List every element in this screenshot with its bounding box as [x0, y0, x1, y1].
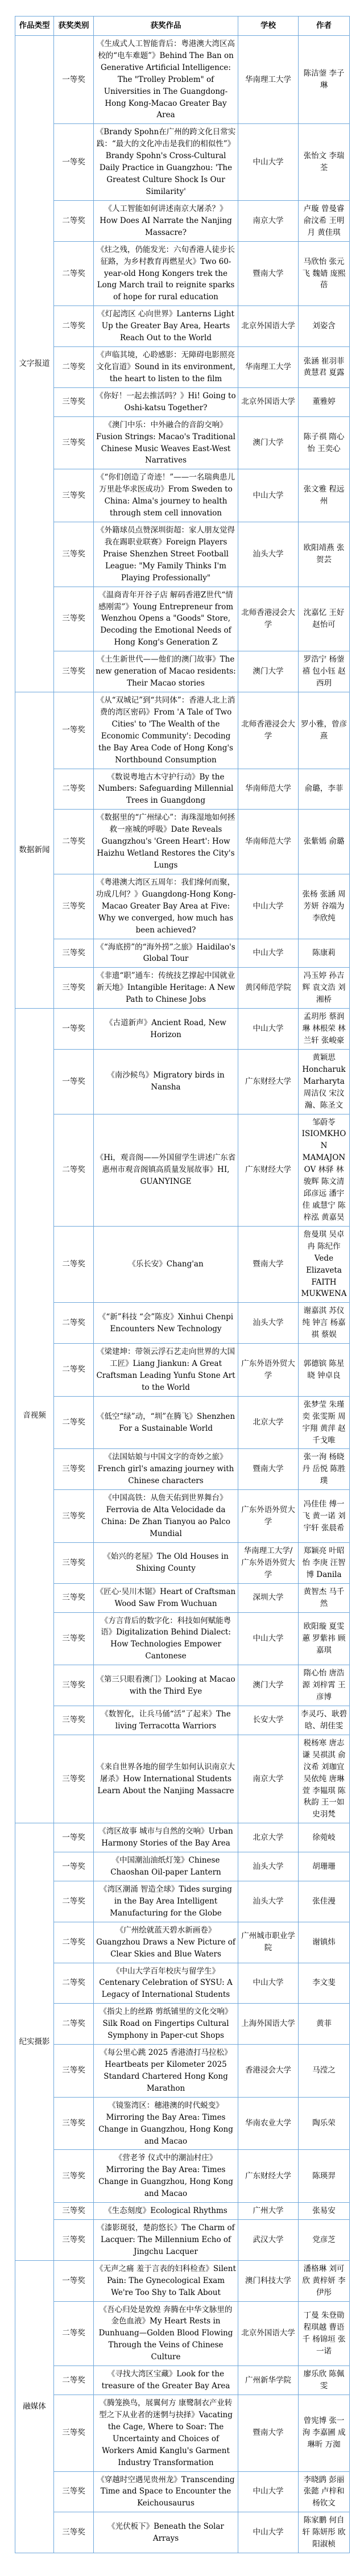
header-row [15, 16, 350, 36]
school-cell: 中山大学 [238, 1963, 299, 2004]
award-cell: 二等奖 [54, 200, 94, 241]
work-cell: 《第三只眼看澳门》Looking at Macao with the Third Eye [94, 1665, 238, 1706]
authors-cell: 孟玥彤 蔡润琳 林根荣 林兰轩 张峻豪 [299, 1009, 350, 1050]
work-cell: 《湾区故事 城市与自然的交响》Urban Harmony Stories of the Bay Area [94, 1823, 238, 1852]
school-cell: 上海外国语大学 [238, 2004, 299, 2045]
table-row [15, 416, 350, 469]
school-cell: 黄冈师范学院 [238, 968, 299, 1009]
work-cell: 《镜鉴湾区：穗港澳的时代蜕变》Mirroring the Bay Area: Times Change in Guangzhou, Hong Kong and Macao [94, 2097, 238, 2150]
award-cell: 三等奖 [54, 1735, 94, 1823]
award-cell: 三等奖 [54, 2512, 94, 2553]
work-cell: 《“你们创造了奇迹！”——一名瑞典患儿万里赴华求医成功》From Sweden to China: Alma's journey to health through stem cell innovation [94, 469, 238, 522]
work-cell: 《土生新世代——他们的澳门故事》The new generation of Macao residents: Their Macao stories [94, 651, 238, 692]
category-cell: 音视频 [15, 1009, 54, 1823]
table-row [15, 1706, 350, 1735]
school-cell: 广州城市职业学院 [238, 1922, 299, 1963]
authors-cell: 刘姿含 [299, 306, 350, 347]
authors-cell: 欧阳璇 夏雯蕙 罗紫祎 顾嘉琪 [299, 1612, 350, 1665]
table-row [15, 587, 350, 651]
table-row [15, 810, 350, 874]
authors-cell: 俞璐，李菲 [299, 769, 350, 810]
authors-cell: 张文雅 程远州 [299, 469, 350, 522]
award-cell: 三等奖 [54, 387, 94, 416]
table-row [15, 1612, 350, 1665]
work-cell: 《营老爷 仪式中的潮汕村庄》Mirroring the Bay Area: Times Change in Guangzhou, Hong Kong and Macao [94, 2150, 238, 2203]
work-cell: 《中国潮汕油纸灯笼》Chinese Chaoshan Oil-paper Lantern [94, 1852, 238, 1881]
award-cell: 三等奖 [54, 2045, 94, 2098]
table-row [15, 1490, 350, 1543]
school-cell: 北京大学 [238, 1823, 299, 1852]
authors-cell: 张易安 [299, 2203, 350, 2220]
award-cell: 二等奖 [54, 1226, 94, 1303]
table-row [15, 874, 350, 939]
award-cell: 三等奖 [54, 2150, 94, 2203]
school-cell: 北师香港浸会大学 [238, 692, 299, 769]
award-cell: 一等奖 [54, 692, 94, 769]
work-cell: 《广州绘就蓝天碧水新画卷》Guangzhou Draws a New Picture of Clear Skies and Blue Waters [94, 1922, 238, 1963]
authors-cell: 陈洁蓥 李子琳 [299, 35, 350, 123]
award-cell: 三等奖 [54, 2203, 94, 2220]
award-cell: 三等奖 [54, 2471, 94, 2512]
table-row [15, 35, 350, 123]
header-category: 作品类型 [15, 16, 54, 36]
award-cell: 二等奖 [54, 241, 94, 306]
authors-cell: 隋心怡 唐浩源 刘梓霄 王彦博 [299, 1665, 350, 1706]
authors-cell: 党彦芝 [299, 2220, 350, 2261]
school-cell: 华南师范大学 [238, 769, 299, 810]
table-row [15, 2301, 350, 2366]
authors-cell: 张怡文 李瑞荃 [299, 124, 350, 201]
award-cell: 二等奖 [54, 1114, 94, 1226]
header-author: 作者 [299, 16, 350, 36]
table-row [15, 2471, 350, 2512]
awards-table-body [15, 35, 350, 2553]
school-cell: 澳门科技大学 [238, 2260, 299, 2301]
school-cell: 澳门大学 [238, 416, 299, 469]
authors-cell: 陈瑛羿 [299, 2150, 350, 2203]
work-cell: 《吾心归处是敦煌 奔腾在中华文脉里的金色血液》My Heart Rests in Dunhuang—Golden Blood Flowing Through the Veins of Chinese Culture [94, 2301, 238, 2366]
header-award: 获奖类别 [54, 16, 94, 36]
work-cell: 《中国高铁：从詹天佑到世界舞台》Ferrovia de Alta Velocidade da China: De Zhan Tianyou ao Palco Mundial [94, 1490, 238, 1543]
work-cell: 《腾笼换鸟，展翼何方 康鹭制衣产业转型之下从业者的迷惘与抉择》Vacating the Cage, Where to Soar: The Uncertainty and Choices of Workers Amid Kanglu's Garment Industry Transformation [94, 2395, 238, 2472]
award-cell: 三等奖 [54, 2395, 94, 2472]
school-cell: 广东外语外贸大学 [238, 1344, 299, 1397]
work-cell: 《寻找大湾区宝藏》Look for the treasure of the Greater Bay Area [94, 2366, 238, 2395]
award-cell: 三等奖 [54, 1706, 94, 1735]
award-cell: 二等奖 [54, 2004, 94, 2045]
school-cell: 中山大学 [238, 2512, 299, 2553]
authors-cell: 胡珊珊 [299, 1852, 350, 1881]
award-cell: 二等奖 [54, 1922, 94, 1963]
authors-cell: 丁曼 朱登勋 程琪越 曹语千 杨锦垣 张一诺 [299, 2301, 350, 2366]
school-cell: 澳门大学 [238, 1665, 299, 1706]
authors-cell: 陈子祺 隋心怡 王奕心 [299, 416, 350, 469]
category-cell: 数据新闻 [15, 692, 54, 1009]
work-cell: 《Brandy Spohn在广州的跨文化日常实践：“最大的文化冲击是我们的相似性”》Brandy Spohn's Cross-Cultural Daily Practice in Guangzhou: 'The Greatest Culture Shock Is Our Similarity' [94, 124, 238, 201]
school-cell: 香港浸会大学 [238, 2045, 299, 2098]
authors-cell: 税杨寒 唐志谦 吴祺淇 俞汶希 刘珈宜 吴依纯 唐琳萱 李韫琪 陈秋韵 王一如 史羽梵 [299, 1735, 350, 1823]
authors-cell: 张紫嫣 俞璐 [299, 810, 350, 874]
table-row [15, 1665, 350, 1706]
table-row [15, 1881, 350, 1922]
work-cell: 《光伏板下》Beneath the Solar Arrays [94, 2512, 238, 2553]
school-cell: 广东财经大学 [238, 1049, 299, 1114]
school-cell: 南京大学 [238, 1735, 299, 1823]
table-row [15, 1344, 350, 1397]
school-cell: 汕头大学 [238, 1303, 299, 1344]
authors-cell: 张杨 张涵 周芳妍 谷端为 李欣纯 [299, 874, 350, 939]
table-row [15, 1922, 350, 1963]
school-cell: 广州大学 [238, 2203, 299, 2220]
table-row [15, 469, 350, 522]
header-school: 学校 [238, 16, 299, 36]
work-cell: 《“新”科技 “会”陈皮》Xinhui Chenpi Encounters New Technology [94, 1303, 238, 1344]
school-cell: 中山大学 [238, 1009, 299, 1050]
award-cell: 三等奖 [54, 469, 94, 522]
school-cell: 深圳大学 [238, 1583, 299, 1612]
school-cell: 武汉大学 [238, 2220, 299, 2261]
work-cell: 《始兴的老屋》The Old Houses in Shixing County [94, 1542, 238, 1583]
award-cell: 一等奖 [54, 35, 94, 123]
table-row [15, 939, 350, 968]
authors-cell: 马滢之 [299, 2045, 350, 2098]
authors-cell: 郑颖亮 叶昭怡 李庚 汪智博 Danila [299, 1542, 350, 1583]
work-cell: 《外籍球员点赞深圳街超：家人朋友觉得我在踢职业联赛》Foreign Players Praise Shenzhen Street Football League: "My Family Thinks I'm Playing Professionally" [94, 522, 238, 587]
work-cell: 《非遗“职”通车：传统技艺撑起中国就业新天地》Intangible Heritage: A New Path to Chinese Jobs [94, 968, 238, 1009]
authors-cell: 潘格琳 刘可欣 黄梓妍 李伊彤 [299, 2260, 350, 2301]
authors-cell: 沈嘉忆 王好 赵怡可 [299, 587, 350, 651]
authors-cell: 李文斐 [299, 1963, 350, 2004]
table-row [15, 2366, 350, 2395]
school-cell: 中山大学 [238, 124, 299, 201]
work-cell: 《穿越时空遇见贵州龙》Transcending Time and Space to Encounter the Keichousaurus [94, 2471, 238, 2512]
table-row [15, 1963, 350, 2004]
authors-cell: 黄颖思 Honcharuk Marharyta 周洁仪 宋汶瀚、陈圣文 [299, 1049, 350, 1114]
work-cell: 《数智化，让兵马俑“活”了起来》The living Terracotta Warriors [94, 1706, 238, 1735]
table-row [15, 2260, 350, 2301]
table-row [15, 692, 350, 769]
award-cell: 一等奖 [54, 1852, 94, 1881]
table-row [15, 522, 350, 587]
authors-cell: 马欣怡 张元飞 魏婧 庞熙蓓 [299, 241, 350, 306]
work-cell: 《灯起湾区 心向世界》Lanterns Light Up the Greater Bay Area, Hearts Reach Out to the World [94, 306, 238, 347]
authors-cell: 张一洵 杨晓丹 岳悦 陈胜璞 [299, 1449, 350, 1490]
authors-cell: 陶乐荣 [299, 2097, 350, 2150]
authors-cell: 邹蔚苓 ISIOMKHON MAMAJONOV 林驿 林骏辉 陈文清 邱彦远 潘宇佳 戚慧宁 陈梓泓 黄嘉昊 [299, 1114, 350, 1226]
work-cell: 《无声之痛 羞于言表的妇科检查》Silent Pain: The Gynecological Exam We're Too Shy to Talk About [94, 2260, 238, 2301]
award-cell: 三等奖 [54, 1542, 94, 1583]
award-cell: 二等奖 [54, 347, 94, 388]
school-cell: 北京外国语大学 [238, 387, 299, 416]
table-row [15, 1449, 350, 1490]
award-cell: 三等奖 [54, 939, 94, 968]
award-cell: 三等奖 [54, 874, 94, 939]
work-cell: 《中山大学百年校庆与留学生》Centenary Celebration of SYSU: A Legacy of International Students [94, 1963, 238, 2004]
award-cell: 三等奖 [54, 1665, 94, 1706]
table-row [15, 241, 350, 306]
table-row [15, 2203, 350, 2220]
table-row [15, 2150, 350, 2203]
award-cell: 二等奖 [54, 2301, 94, 2366]
authors-cell: 谢镇炜 [299, 1922, 350, 1963]
school-cell: 华南农业大学 [238, 2097, 299, 2150]
table-row [15, 2512, 350, 2553]
award-cell: 一等奖 [54, 1049, 94, 1114]
table-row [15, 1542, 350, 1583]
school-cell: 华南理工大学 [238, 35, 299, 123]
award-cell: 三等奖 [54, 416, 94, 469]
authors-cell: 卢璇 曾曼睿 俞汶希 王明月 黄佳琪 [299, 200, 350, 241]
awards-table [15, 16, 350, 2553]
school-cell: 华南理工大学/广东外语外贸大学 [238, 1542, 299, 1583]
award-cell: 三等奖 [54, 2220, 94, 2261]
award-cell: 三等奖 [54, 2097, 94, 2150]
school-cell: 汕头大学 [238, 1881, 299, 1922]
award-cell: 二等奖 [54, 1303, 94, 1344]
school-cell: 暨南大学 [238, 1226, 299, 1303]
authors-cell: 黄智杰 马千然 [299, 1583, 350, 1612]
work-cell: 《梁建坤：带领云浮石艺走向世界的大国工匠》Liang Jiankun: A Great Craftsman Leading Yunfu Stone Art to the World [94, 1344, 238, 1397]
award-cell: 二等奖 [54, 306, 94, 347]
award-cell: 二等奖 [54, 1396, 94, 1449]
authors-cell: 陈家鹏 何自轩 陈妍彤 欧阳淑桢 [299, 2512, 350, 2553]
award-cell: 一等奖 [54, 2260, 94, 2301]
authors-cell: 罗浩宁 杨蓥禧 包小钰 赵西玥 [299, 651, 350, 692]
table-row [15, 1114, 350, 1226]
award-cell: 一等奖 [54, 1009, 94, 1050]
work-cell: 《粤港澳大湾区五周年：我们缘何而聚，功成几何？》Guangdong-Hong Kong-Macao Greater Bay Area at Five: Why we converged, how much has been achieved? [94, 874, 238, 939]
authors-cell: 张梦莹 朱瑾奕 张雯斯 周宇翔 黄萍 赵千戈唯 [299, 1396, 350, 1449]
award-cell: 三等奖 [54, 587, 94, 651]
authors-cell: 陈康莉 [299, 939, 350, 968]
table-row [15, 2395, 350, 2472]
authors-cell: 谢嘉淇 苏仪纯 钟言 杨嘉祺 蔡娱 [299, 1303, 350, 1344]
category-cell: 文字报道 [15, 35, 54, 692]
work-cell: 《“海底捞”的“海外捞”之旅》Haidilao's Global Tour [94, 939, 238, 968]
table-row [15, 1226, 350, 1303]
authors-cell: 郭德镔 陈星晓 钟卓良 [299, 1344, 350, 1397]
school-cell: 暨南大学 [238, 2395, 299, 2472]
award-cell: 三等奖 [54, 1612, 94, 1665]
school-cell: 中山大学 [238, 469, 299, 522]
school-cell: 暨南大学 [238, 241, 299, 306]
work-cell: 《匠心·吴川木锯》Heart of Craftsman Wood Saw From Wuchuan [94, 1583, 238, 1612]
table-row [15, 1583, 350, 1612]
table-row [15, 387, 350, 416]
award-cell: 一等奖 [54, 124, 94, 201]
work-cell: 《南沙候鸟》Migratory birds in Nansha [94, 1049, 238, 1114]
award-cell: 三等奖 [54, 1449, 94, 1490]
school-cell: 北京外国语大学 [238, 2301, 299, 2366]
authors-cell: 李灵巧、耿碧晗、胡佳雯 [299, 1706, 350, 1735]
work-cell: 《湾区潮涌 智造全球》Tides surging in the Bay Area Intelligent Manufacturing for the Globe [94, 1881, 238, 1922]
work-cell: 《古道新声》Ancient Road, New Horizon [94, 1009, 238, 1050]
table-row [15, 1049, 350, 1114]
work-cell: 《每公里心跳 2025 香港渣打马拉松》Heartbeats per Kilometer 2025 Standard Chartered Hong Kong Marathon [94, 2045, 238, 2098]
work-cell: 《乐长安》Chang'an [94, 1226, 238, 1303]
category-cell: 融媒体 [15, 2260, 54, 2553]
school-cell: 北京大学 [238, 1396, 299, 1449]
work-cell: 《声临其境，心聆感影：无障碍电影照亮文化盲道》Sound in its environment, the heart to listen to the film [94, 347, 238, 388]
authors-cell: 冯佳佳 傅一飞 黄一诺 刘宇轩 张晨希 [299, 1490, 350, 1543]
school-cell: 澳门大学 [238, 651, 299, 692]
table-row [15, 1303, 350, 1344]
table-row [15, 1009, 350, 1050]
school-cell: 汕头大学 [238, 1852, 299, 1881]
table-row [15, 1823, 350, 1852]
authors-cell: 张涵 崔羽菲 黄慧君 夏露 [299, 347, 350, 388]
work-cell: 《你好！一起去推活吗？》Hi! Going to Oshi-katsu Together? [94, 387, 238, 416]
school-cell: 暨南大学 [238, 1449, 299, 1490]
school-cell: 南京大学 [238, 200, 299, 241]
table-row [15, 2220, 350, 2261]
table-row [15, 769, 350, 810]
authors-cell: 詹曼琪 吴卓冉 陈纪作 Vede Elizaveta FAITH MUKWENA [299, 1226, 350, 1303]
award-cell: 三等奖 [54, 651, 94, 692]
table-row [15, 200, 350, 241]
work-cell: 《从“双城记”到“共同体”：香港人北上消费的湾区密码》From 'A Tale of Two Cities' to 'The Wealth of the Economic Community': Decoding the Bay Area Code of Hong Kong's Northbound Consumption [94, 692, 238, 769]
school-cell: 长安大学 [238, 1706, 299, 1735]
table-row [15, 306, 350, 347]
school-cell: 广州新华学院 [238, 2366, 299, 2395]
authors-cell: 张佳漫 [299, 1881, 350, 1922]
award-cell: 二等奖 [54, 1881, 94, 1922]
award-cell: 二等奖 [54, 1344, 94, 1397]
award-cell: 三等奖 [54, 522, 94, 587]
school-cell: 中山大学 [238, 1612, 299, 1665]
school-cell: 广东外语外贸大学 [238, 1490, 299, 1543]
authors-cell: 冯玉婷 孙吉辉 袁文浩 刘湘桥 [299, 968, 350, 1009]
school-cell: 北师香港浸会大学 [238, 587, 299, 651]
school-cell: 华南理工大学 [238, 347, 299, 388]
table-row [15, 651, 350, 692]
header-work: 获奖作品 [94, 16, 238, 36]
work-cell: 《生成式人工智能背后：粤港澳大湾区高校的“电车难题”》Behind The Ban on Generative Artificial Intelligence: The "Trolley Problem" of Universities in The Guangdong-Hong Kong-Macao Greater Bay Area [94, 35, 238, 123]
work-cell: 《炷之残，仍能发光：六旬香港人徒步长征路，为乡村教育再燃星火》Two 60-year-old Hong Kongers trek the Long March trail to reignite sparks of hope for rural education [94, 241, 238, 306]
table-row [15, 2097, 350, 2150]
award-cell: 三等奖 [54, 1490, 94, 1543]
work-cell: 《方言背后的数字化：科技如何赋能粤语》Digitalization Behind Dialect: How Technologies Empower Cantonese [94, 1612, 238, 1665]
school-cell: 中山大学 [238, 2471, 299, 2512]
authors-cell: 董雅婷 [299, 387, 350, 416]
work-cell: 《漆影斑驳，楚韵悠长》The Charm of Lacquer: The Millennium Echo of Jingchu Lacquer [94, 2220, 238, 2261]
authors-cell: 欧阳靖燕 张贺芸 [299, 522, 350, 587]
table-row [15, 968, 350, 1009]
table-row [15, 1852, 350, 1881]
school-cell: 汕头大学 [238, 522, 299, 587]
school-cell: 中山大学 [238, 874, 299, 939]
table-row [15, 124, 350, 201]
work-cell: 《温商青年开谷子店 解码香港Z世代“情感刚需”》Young Entrepreneur from Wenzhou Opens a "Goods" Store, Decoding the Emotional Needs of Hong Kong's Generation Z [94, 587, 238, 651]
award-cell: 二等奖 [54, 769, 94, 810]
table-row [15, 2004, 350, 2045]
school-cell: 中山大学 [238, 939, 299, 968]
award-cell: 二等奖 [54, 1963, 94, 2004]
school-cell: 北京外国语大学 [238, 306, 299, 347]
authors-cell: 罗小雅，曾彦熹 [299, 692, 350, 769]
authors-cell: 廖乐欣 陈佩雯 [299, 2366, 350, 2395]
work-cell: 《人工智能如何讲述南京大屠杀？》How Does AI Narrate the Nanjing Massacre? [94, 200, 238, 241]
award-cell: 三等奖 [54, 968, 94, 1009]
table-row [15, 1735, 350, 1823]
work-cell: 《指尖上的丝路 剪纸铺里的文化交响》Silk Road on Fingertips Cultural Symphony in Paper-cut Shops [94, 2004, 238, 2045]
work-cell: 《Hi，观音阁——外国留学生讲述广东省惠州市观音阁镇高质量发展故事》HI, GUANYINGE [94, 1114, 238, 1226]
work-cell: 《澳门中乐：中外融合的音韵交响》Fusion Strings: Macao's Traditional Chinese Music Weaves East-West Narratives [94, 416, 238, 469]
award-cell: 二等奖 [54, 810, 94, 874]
category-cell: 纪实摄影 [15, 1823, 54, 2261]
table-row [15, 1396, 350, 1449]
work-cell: 《数说粤地古木守护行动》By the Numbers: Safeguarding Millennial Trees in Guangdong [94, 769, 238, 810]
authors-cell: 李晓鹍 彭丽 张懿 卢梓和 杨钦文 [299, 2471, 350, 2512]
school-cell: 广东财经大学 [238, 2150, 299, 2203]
school-cell: 华南师范大学 [238, 810, 299, 874]
work-cell: 《数据里的“广州绿心”：海珠湿地如何拯救一座城的呼吸》Date Reveals Guangzhou's 'Green Heart': How Haizhu Wetland Restores the City's Lungs [94, 810, 238, 874]
award-cell: 二等奖 [54, 2366, 94, 2395]
authors-cell: 曾宪博 张一洵 李嘉圃 成琳昕 万洳 [299, 2395, 350, 2472]
work-cell: 《生态刻度》Ecological Rhythms [94, 2203, 238, 2220]
authors-cell: 黄菲 [299, 2004, 350, 2045]
work-cell: 《法国姑娘与中国文字的奇妙之旅》French girl's amazing journey with Chinese characters [94, 1449, 238, 1490]
table-row [15, 2045, 350, 2098]
work-cell: 《来自世界各地的留学生如何认识南京大屠杀》How International Students Learn About the Nanjing Massacre [94, 1735, 238, 1823]
school-cell: 广东财经大学 [238, 1114, 299, 1226]
authors-cell: 徐菀岐 [299, 1823, 350, 1852]
award-cell: 三等奖 [54, 1583, 94, 1612]
work-cell: 《低空“绿”动，“圳”在腾飞》Shenzhen For a Sustainable World [94, 1396, 238, 1449]
table-row [15, 347, 350, 388]
award-cell: 一等奖 [54, 1823, 94, 1852]
